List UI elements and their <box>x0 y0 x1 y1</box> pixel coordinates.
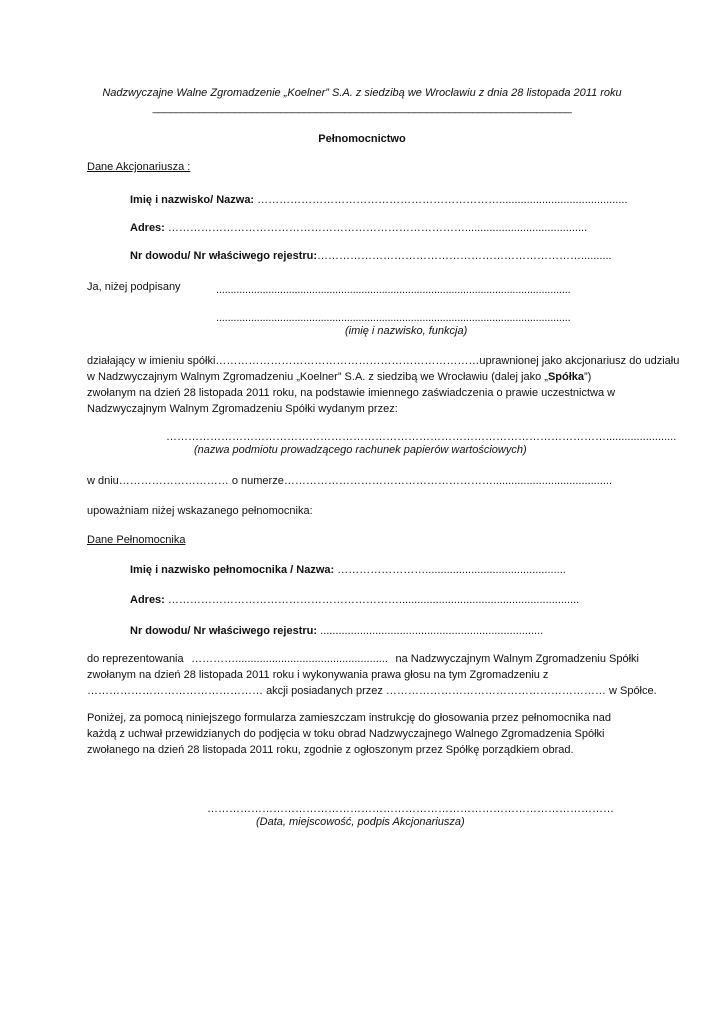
signatory-caption: (imię i nazwisko, funkcja) <box>345 325 468 337</box>
company-defined-term: Spółka <box>547 371 585 383</box>
shareholder-id-field[interactable]: ……………………………………………………………….......... <box>317 250 612 262</box>
issuer-field[interactable]: …………………………………………………………………………………………………………....................... <box>166 431 677 443</box>
acting-line2: w Nadzwyczajnym Walnym Zgromadzeniu „Koelner” S.A. z siedzibą we Wrocławiu (dalej jako „Spółka”) <box>87 371 592 383</box>
proxy-heading: Dane Pełnomocnika <box>87 534 186 546</box>
acting-line1-a: działający w imieniu spółki <box>87 355 216 367</box>
shareholder-name-label: Imię i nazwisko/ Nazwa: <box>130 194 255 206</box>
shareholder-address-label: Adres: <box>130 222 165 234</box>
instructions-paragraph <box>87 710 639 758</box>
representation-paragraph <box>87 651 657 699</box>
representation-field[interactable]: ………….................................................. <box>191 653 388 665</box>
signatory-field-2[interactable]: .......................................................................................................................... <box>216 312 571 324</box>
shareholder-address-line <box>130 221 587 235</box>
issuer-caption: (nazwa podmiotu prowadzącego rachunek papierów wartościowych) <box>194 444 527 456</box>
acting-line4: Nadzwyczajnym Walnym Zgromadzeniu Spółki wydanym przez: <box>87 403 398 415</box>
authorize-text: upoważniam niżej wskazanego pełnomocnika: <box>87 505 313 517</box>
shareholder-id-label: Nr dowodu/ Nr właściwego rejestru: <box>130 250 318 262</box>
document-title: Pełnomocnictwo <box>318 133 406 145</box>
proxy-address-label: Adres: <box>130 594 165 606</box>
acting-line1-b: uprawnionej jako akcjonariusz do udziału <box>479 355 680 367</box>
proxy-name-field[interactable]: …………………….............................................. <box>337 564 566 576</box>
instructions-line3: zwołanego na dzień 28 listopada 2011 roku, zgodnie z ogłoszonym przez Spółkę porządkiem obrad. <box>87 744 574 756</box>
header-rule: ________________________________________________________________________ <box>152 102 572 114</box>
acting-paragraph <box>87 353 680 417</box>
date-number-line <box>87 474 612 488</box>
shares-holder-field[interactable]: …………………………………………………… <box>385 685 606 697</box>
representation-line1-a: do reprezentowania <box>87 653 184 665</box>
proxy-name-line <box>130 563 566 577</box>
shareholder-address-field[interactable]: ………………………………………………………………………........................................ <box>167 222 588 234</box>
proxy-name-label: Imię i nazwisko pełnomocnika / Nazwa: <box>130 564 335 576</box>
representation-line3: ………………………………………… akcji posiadanych przez …………………………………………………… w Spółce. <box>87 685 657 697</box>
date-field[interactable]: w dniu………………………… <box>87 475 229 487</box>
representation-line2: zwołanym na dzień 28 listopada 2011 roku i wykonywania prawa głosu na tym Zgromadzeniu z <box>87 669 549 681</box>
shareholder-id-line <box>130 249 612 263</box>
acting-company-field[interactable]: ……………………………………………………………… <box>215 355 480 367</box>
number-field[interactable]: o numerze…………………………………………………....................................... <box>231 475 613 487</box>
instructions-line2: każdą z uchwał przewidzianych do podjęcia w toku obrad Nadzwyczajnego Walnego Zgromadzenia Spółki <box>87 728 605 740</box>
signature-caption: (Data, miejscowość, podpis Akcjonariusza) <box>256 816 465 828</box>
proxy-id-label: Nr dowodu/ Nr właściwego rejestru: <box>130 625 318 637</box>
signature-field[interactable]: ………………………………………………………………………………………………… <box>207 803 614 815</box>
proxy-id-line <box>130 624 543 638</box>
shares-count-field[interactable]: ………………………………………… <box>87 685 263 697</box>
acting-line3: zwołanym na dzień 28 listopada 2011 roku, na podstawie imiennego zaświadczenia o prawie uczestnictwa w <box>87 387 616 399</box>
proxy-id-field[interactable]: ......................................................................... <box>320 625 544 637</box>
shareholder-name-field[interactable]: ………………………………………………………….......................................... <box>257 194 628 206</box>
shareholder-heading: Dane Akcjonariusza : <box>87 161 191 173</box>
representation-line1-b: na Nadzwyczajnym Walnym Zgromadzeniu Spółki <box>395 653 639 665</box>
proxy-address-line <box>130 593 579 607</box>
signatory-field-1[interactable]: .......................................................................................................................... <box>216 284 571 296</box>
instructions-line1: Poniżej, za pomocą niniejszego formularza zamieszczam instrukcję do głosowania przez pełnomocnika nad <box>87 712 611 724</box>
signatory-label: Ja, niżej podpisany <box>87 281 181 293</box>
shareholder-name-line <box>130 193 628 207</box>
proxy-address-field[interactable]: ………………………………………………………........................................................... <box>167 594 580 606</box>
meeting-header: Nadzwyczajne Walne Zgromadzenie „Koelner” S.A. z siedzibą we Wrocławiu z dnia 28 listopada 2011 roku <box>102 87 622 99</box>
